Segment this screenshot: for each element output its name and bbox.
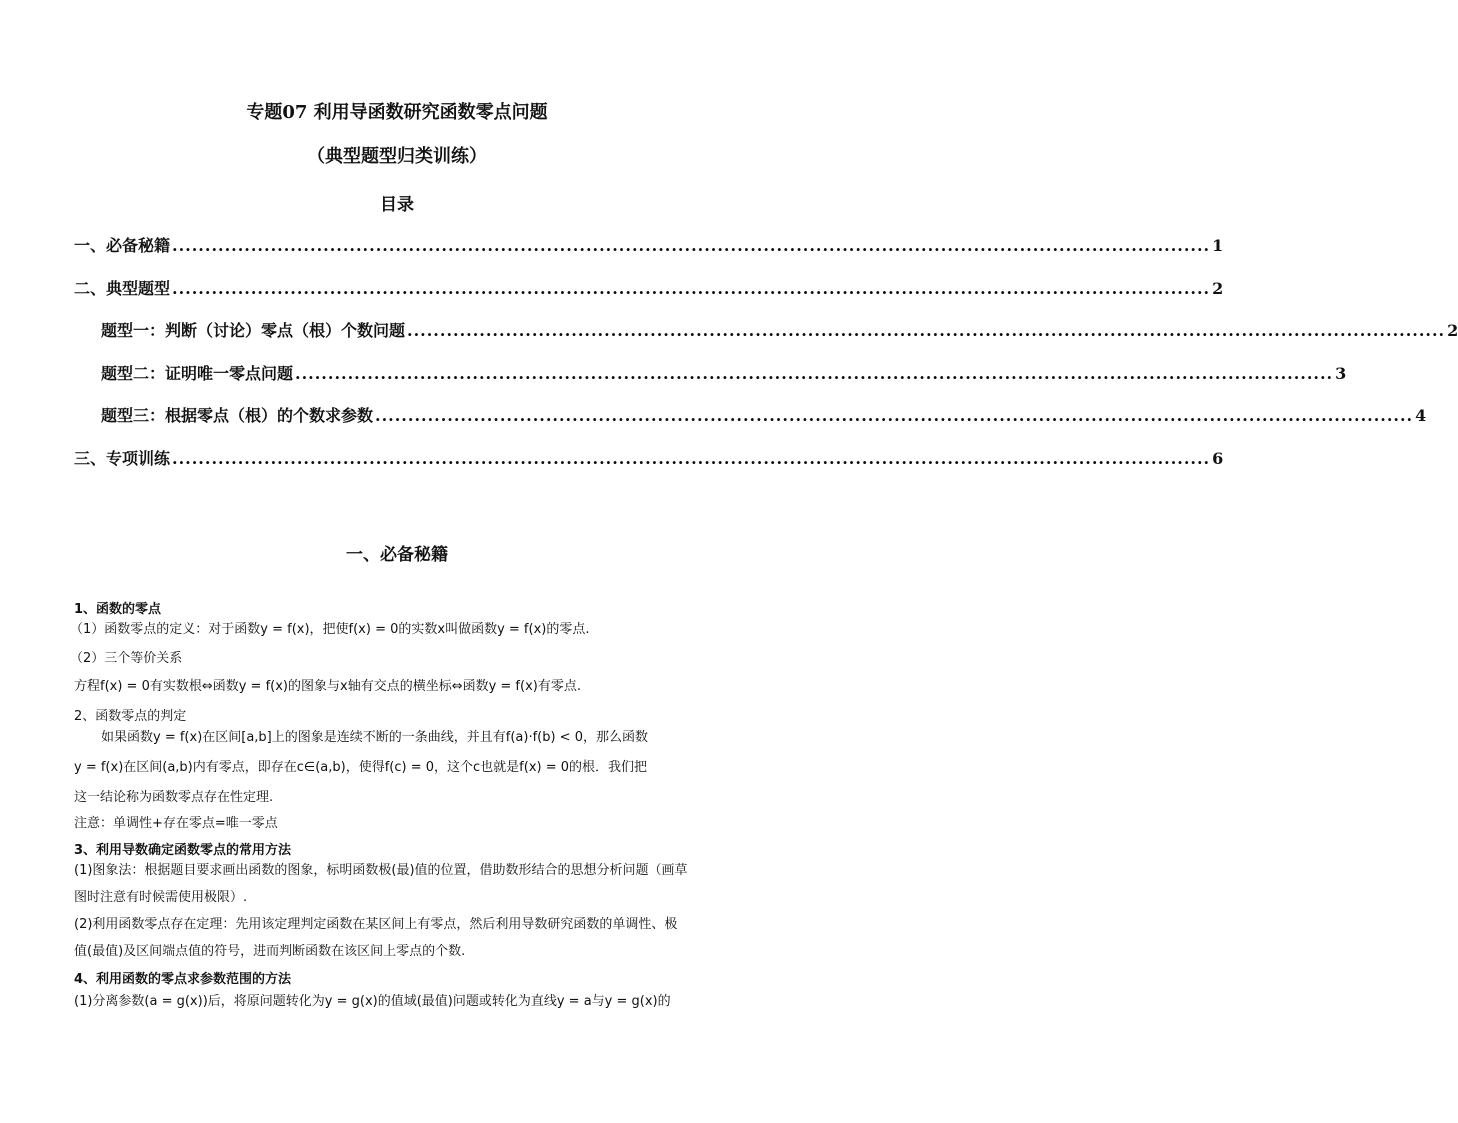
toc-item-label: 题型一：判断（讨论）零点（根）个数问题 <box>101 321 406 340</box>
toc-item[interactable] <box>101 403 1427 426</box>
toc-item[interactable] <box>74 276 1224 299</box>
paragraph-line: 值(最值)及区间端点值的符号，进而判断函数在该区间上零点的个数. <box>74 944 466 959</box>
toc-item-page: 2 <box>1212 279 1224 298</box>
toc-item[interactable] <box>74 233 1224 256</box>
toc-item-page: 2 <box>1447 321 1458 340</box>
paragraph-line: （2）三个等价关系 <box>70 651 183 666</box>
paragraph-line: 方程f(x) = 0有实数根⇔函数y = f(x)的图象与x轴有交点的横坐标⇔函数y = f(x)有零点. <box>74 679 581 694</box>
toc-leader-dots: .............................................................................................................................................................. <box>172 236 1211 255</box>
section-heading: 一、必备秘籍 <box>346 545 448 565</box>
toc-item-page: 3 <box>1335 364 1347 383</box>
toc-item[interactable] <box>101 318 1458 341</box>
document-subtitle: （典型题型归类训练） <box>307 146 487 167</box>
toc-item-label: 题型三：根据零点（根）的个数求参数 <box>101 406 374 425</box>
paragraph-line: (2)利用函数零点存在定理：先用该定理判定函数在某区间上有零点，然后利用导数研究函数的单调性、极 <box>74 917 678 932</box>
toc-item-page: 6 <box>1212 449 1224 468</box>
subsection-title: 2、函数零点的判定 <box>74 709 187 724</box>
toc-leader-dots: .............................................................................................................................................................. <box>407 321 1446 340</box>
paragraph-line: (1)分离参数(a = g(x))后，将原问题转化为y = g(x)的值域(最值)问题或转化为直线y = a与y = g(x)的 <box>74 994 671 1009</box>
paragraph-line: 图时注意有时候需使用极限）. <box>74 890 248 905</box>
toc-item-label: 题型二：证明唯一零点问题 <box>101 364 294 383</box>
toc-item[interactable] <box>74 446 1224 469</box>
document-title: 专题07 利用导函数研究函数零点问题 <box>246 102 548 123</box>
paragraph-line: (1)图象法：根据题目要求画出函数的图象，标明函数极(最)值的位置，借助数形结合的思想分析问题（画草 <box>74 863 688 878</box>
toc-item-label: 三、专项训练 <box>74 449 171 468</box>
toc-item[interactable] <box>101 361 1347 384</box>
subsection-title: 3、利用导数确定函数零点的常用方法 <box>74 843 292 858</box>
paragraph-line: y = f(x)在区间(a,b)内有零点，即存在c∈(a,b)，使得f(c) = 0，这个c也就是f(x) = 0的根．我们把 <box>74 760 648 775</box>
note-line: 注意：单调性+存在零点=唯一零点 <box>74 816 278 831</box>
subsection-title: 1、函数的零点 <box>74 602 162 617</box>
toc-leader-dots: .............................................................................................................................................................. <box>375 406 1414 425</box>
toc-leader-dots: .............................................................................................................................................................. <box>295 364 1334 383</box>
toc-leader-dots: .............................................................................................................................................................. <box>172 279 1211 298</box>
paragraph-line: （1）函数零点的定义：对于函数y = f(x)，把使f(x) = 0的实数x叫做函数y = f(x)的零点. <box>70 622 590 637</box>
toc-item-label: 二、典型题型 <box>74 279 171 298</box>
toc-heading: 目录 <box>380 195 414 215</box>
toc-item-label: 一、必备秘籍 <box>74 236 171 255</box>
toc-item-page: 4 <box>1415 406 1427 425</box>
paragraph-line: 这一结论称为函数零点存在性定理. <box>74 790 274 805</box>
paragraph-line: 如果函数y = f(x)在区间[a,b]上的图象是连续不断的一条曲线，并且有f(a)·f(b) < 0，那么函数 <box>101 730 648 745</box>
toc-leader-dots: .............................................................................................................................................................. <box>172 449 1211 468</box>
toc-item-page: 1 <box>1212 236 1224 255</box>
subsection-title: 4、利用函数的零点求参数范围的方法 <box>74 972 292 987</box>
